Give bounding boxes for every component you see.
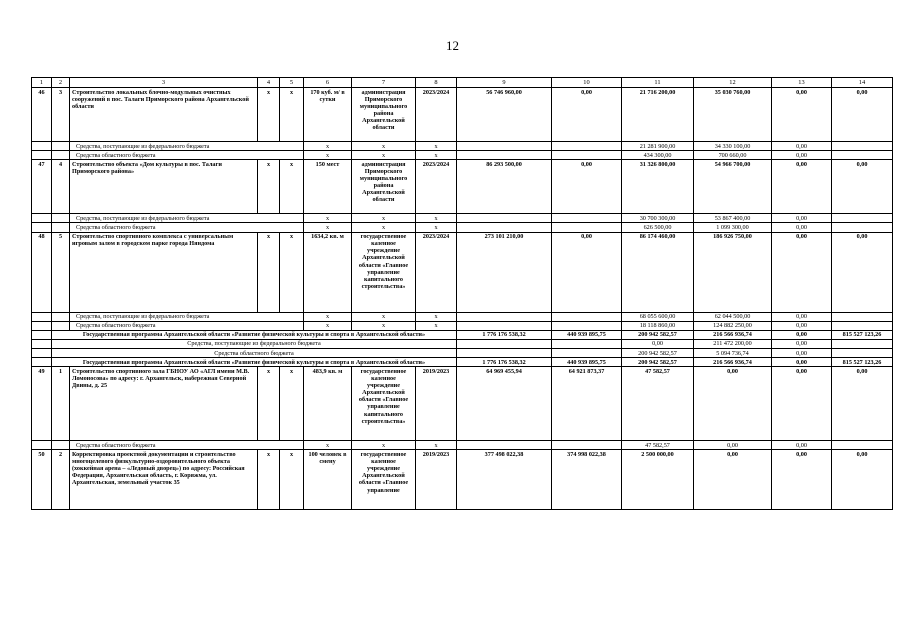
- table-cell: 35 030 760,00: [694, 88, 772, 142]
- table-cell: 0,00: [772, 142, 832, 151]
- table-cell: 0,00: [772, 223, 832, 232]
- table-cell: 1634,2 кв. м: [304, 232, 352, 312]
- table-cell: [457, 214, 552, 223]
- table-cell: х: [352, 321, 416, 330]
- empty-cell: [32, 312, 52, 321]
- table-cell: 0,00: [832, 450, 893, 510]
- table-cell: х: [416, 321, 457, 330]
- program-total-label: Государственная программа Архангельской области «Развитие физической культуры и спорта в Архангельской области»: [52, 330, 457, 339]
- header-cell: 7: [352, 78, 416, 88]
- table-cell: 170 куб. м/ в сутки: [304, 88, 352, 142]
- table-cell: 30 700 300,00: [622, 214, 694, 223]
- table-cell: 124 882 250,00: [694, 321, 772, 330]
- table-cell: х: [280, 450, 304, 510]
- header-cell: 6: [304, 78, 352, 88]
- header-cell: 12: [694, 78, 772, 88]
- table-cell: 0,00: [832, 88, 893, 142]
- table-cell: х: [304, 321, 352, 330]
- header-row: [32, 78, 893, 88]
- table-cell: 374 998 022,38: [552, 450, 622, 510]
- table-row: [32, 232, 893, 312]
- table-cell: 31 326 800,00: [622, 160, 694, 214]
- header-cell: 10: [552, 78, 622, 88]
- header-cell: 5: [280, 78, 304, 88]
- funding-source-label: Средства областного бюджета: [70, 321, 304, 330]
- table-cell: х: [258, 232, 280, 312]
- table-cell: [832, 441, 893, 450]
- funding-source-row: [32, 151, 893, 160]
- table-cell: государственное казенное учреждение Архангельской области «Главное управление капитального строительства»: [352, 367, 416, 441]
- budget-table: [31, 77, 893, 510]
- table-cell: 0,00: [832, 367, 893, 441]
- table-cell: 186 926 750,00: [694, 232, 772, 312]
- table-cell: государственное казенное учреждение Архангельской области «Главное управление капитального строительства»: [352, 232, 416, 312]
- table-cell: 200 942 582,57: [622, 349, 694, 358]
- header-cell: 4: [258, 78, 280, 88]
- table-cell: 211 472 200,00: [694, 339, 772, 348]
- funding-source-row: [32, 214, 893, 223]
- table-cell: [457, 349, 552, 358]
- table-cell: 483,9 кв. м: [304, 367, 352, 441]
- table-cell: 0,00: [694, 450, 772, 510]
- table-cell: Строительство спортивного зала ГБНОУ АО «АГЛ имени М.В. Ломоносова» по адресу: г. Архангельск, набережная Северной Двины, д. 25: [70, 367, 258, 441]
- table-cell: 700 660,00: [694, 151, 772, 160]
- table-cell: 4: [52, 160, 70, 214]
- table-cell: 434 300,00: [622, 151, 694, 160]
- table-cell: [552, 142, 622, 151]
- table-cell: 2: [52, 450, 70, 510]
- table-cell: х: [258, 367, 280, 441]
- table-cell: 3: [52, 88, 70, 142]
- table-cell: 0,00: [552, 160, 622, 214]
- table-cell: 100 человек в смену: [304, 450, 352, 510]
- header-cell: 3: [70, 78, 258, 88]
- empty-cell: [52, 441, 70, 450]
- table-cell: 0,00: [552, 88, 622, 142]
- table-cell: 216 566 936,74: [694, 330, 772, 339]
- table-cell: государственное казенное учреждение Архангельской области «Главное управление: [352, 450, 416, 510]
- empty-cell: [32, 358, 52, 367]
- table-cell: 68 055 600,00: [622, 312, 694, 321]
- table-cell: [552, 349, 622, 358]
- empty-cell: [52, 214, 70, 223]
- table-cell: 86 293 500,00: [457, 160, 552, 214]
- table-cell: [832, 151, 893, 160]
- table-cell: 440 939 895,75: [552, 358, 622, 367]
- table-cell: [552, 339, 622, 348]
- table-cell: 0,00: [772, 214, 832, 223]
- table-cell: х: [304, 151, 352, 160]
- funding-source-label: Средства областного бюджета: [70, 223, 304, 232]
- table-cell: 273 101 210,00: [457, 232, 552, 312]
- table-cell: 0,00: [772, 450, 832, 510]
- funding-source-label: Средства, поступающие из федерального бюджета: [70, 214, 304, 223]
- table-cell: х: [352, 441, 416, 450]
- table-cell: х: [280, 88, 304, 142]
- header-cell: 8: [416, 78, 457, 88]
- table-cell: 0,00: [552, 232, 622, 312]
- table-cell: [832, 214, 893, 223]
- table-cell: Строительство объекта «Дом культуры в пос. Талаги Приморского района»: [70, 160, 258, 214]
- empty-cell: [32, 441, 52, 450]
- header-cell: 9: [457, 78, 552, 88]
- table-cell: х: [352, 223, 416, 232]
- empty-cell: [52, 142, 70, 151]
- empty-cell: [32, 223, 52, 232]
- table-cell: 1: [52, 367, 70, 441]
- header-cell: 13: [772, 78, 832, 88]
- table-row: [32, 160, 893, 214]
- table-cell: х: [352, 312, 416, 321]
- empty-cell: [32, 349, 52, 358]
- table-cell: администрация Приморского муниципального района Архангельской области: [352, 160, 416, 214]
- page-number: 12: [446, 38, 459, 53]
- table-cell: х: [416, 441, 457, 450]
- table-cell: [552, 312, 622, 321]
- table-cell: 0,00: [772, 339, 832, 348]
- table-cell: 216 566 936,74: [694, 358, 772, 367]
- table-cell: 64 969 455,94: [457, 367, 552, 441]
- table-cell: 2019/2023: [416, 450, 457, 510]
- table-cell: х: [280, 367, 304, 441]
- empty-cell: [32, 321, 52, 330]
- table-cell: 47: [32, 160, 52, 214]
- table-cell: 2023/2024: [416, 160, 457, 214]
- program-total-row: [32, 330, 893, 339]
- table-cell: 0,00: [622, 339, 694, 348]
- table-cell: х: [280, 232, 304, 312]
- table-cell: [552, 214, 622, 223]
- table-cell: х: [416, 142, 457, 151]
- table-cell: х: [258, 450, 280, 510]
- table-cell: х: [258, 88, 280, 142]
- program-funding-label: Средства, поступающие из федерального бюджета: [52, 339, 457, 348]
- empty-cell: [52, 151, 70, 160]
- table-cell: [552, 441, 622, 450]
- table-cell: х: [352, 142, 416, 151]
- funding-source-label: Средства, поступающие из федерального бюджета: [70, 142, 304, 151]
- table-cell: 54 966 700,00: [694, 160, 772, 214]
- empty-cell: [32, 330, 52, 339]
- funding-source-row: [32, 312, 893, 321]
- empty-cell: [52, 223, 70, 232]
- program-funding-label: Средства областного бюджета: [52, 349, 457, 358]
- table-cell: 0,00: [772, 88, 832, 142]
- table-cell: 0,00: [772, 441, 832, 450]
- funding-source-row: [32, 142, 893, 151]
- empty-cell: [32, 339, 52, 348]
- table-cell: 200 942 582,57: [622, 358, 694, 367]
- table-cell: х: [352, 214, 416, 223]
- table-cell: [832, 223, 893, 232]
- table-cell: 377 498 022,38: [457, 450, 552, 510]
- table-cell: администрация Приморского муниципального района Архангельской области: [352, 88, 416, 142]
- table-cell: 64 921 873,37: [552, 367, 622, 441]
- table-cell: 34 330 100,00: [694, 142, 772, 151]
- empty-cell: [32, 151, 52, 160]
- table-cell: 62 044 500,00: [694, 312, 772, 321]
- table-cell: 21 716 200,00: [622, 88, 694, 142]
- funding-source-row: [32, 321, 893, 330]
- table-cell: Строительство спортивного комплекса с универсальным игровым залом в городском парке города Няндома: [70, 232, 258, 312]
- table-cell: х: [304, 312, 352, 321]
- table-cell: 2 500 000,00: [622, 450, 694, 510]
- funding-source-label: Средства областного бюджета: [70, 441, 304, 450]
- table-cell: [832, 349, 893, 358]
- table-cell: [832, 321, 893, 330]
- table-cell: х: [416, 151, 457, 160]
- table-cell: 86 174 460,00: [622, 232, 694, 312]
- empty-cell: [32, 142, 52, 151]
- table-cell: 815 527 123,26: [832, 358, 893, 367]
- table-cell: 0,00: [772, 312, 832, 321]
- table-cell: Строительство локальных блочно-модульных очистных сооружений в пос. Талаги Приморского района Архангельской области: [70, 88, 258, 142]
- table-cell: 0,00: [694, 367, 772, 441]
- table-cell: 0,00: [772, 232, 832, 312]
- table-cell: 0,00: [772, 321, 832, 330]
- table-cell: 46: [32, 88, 52, 142]
- table-cell: 18 118 860,00: [622, 321, 694, 330]
- table-cell: 5 094 736,74: [694, 349, 772, 358]
- table-cell: 2023/2024: [416, 232, 457, 312]
- table-cell: Корректировка проектной документации и строительство многоцелевого физкультурно-оздоровительного объекта (хоккейная арена – «Ледовый дворец») по адресу: Российская Федерация, Архангельская область, г. Коряжма, ул. Архангельская, земельный участок 35: [70, 450, 258, 510]
- table-cell: х: [304, 441, 352, 450]
- empty-cell: [52, 312, 70, 321]
- table-cell: [457, 142, 552, 151]
- table-cell: х: [304, 142, 352, 151]
- table-cell: [457, 339, 552, 348]
- header-cell: 14: [832, 78, 893, 88]
- table-cell: 0,00: [694, 441, 772, 450]
- table-cell: [457, 441, 552, 450]
- table-cell: [457, 312, 552, 321]
- table-cell: 0,00: [772, 330, 832, 339]
- table-cell: 0,00: [772, 151, 832, 160]
- table-cell: 0,00: [832, 232, 893, 312]
- table-cell: 53 867 400,00: [694, 214, 772, 223]
- table-row: [32, 88, 893, 142]
- table-cell: 626 500,00: [622, 223, 694, 232]
- table-cell: 1 776 176 538,32: [457, 358, 552, 367]
- table-cell: [552, 151, 622, 160]
- table-cell: 1 099 300,00: [694, 223, 772, 232]
- table-cell: х: [416, 214, 457, 223]
- header-cell: 11: [622, 78, 694, 88]
- table-cell: 21 281 900,00: [622, 142, 694, 151]
- table-cell: х: [258, 160, 280, 214]
- program-total-label: Государственная программа Архангельской области «Развитие физической культуры и спорта в Архангельской области»: [52, 358, 457, 367]
- table-cell: х: [280, 160, 304, 214]
- program-funding-row: [32, 339, 893, 348]
- funding-source-label: Средства, поступающие из федерального бюджета: [70, 312, 304, 321]
- table-cell: х: [304, 214, 352, 223]
- table-cell: [832, 142, 893, 151]
- empty-cell: [32, 214, 52, 223]
- table-cell: 440 939 895,75: [552, 330, 622, 339]
- table-cell: [832, 339, 893, 348]
- table-cell: 48: [32, 232, 52, 312]
- table-cell: х: [352, 151, 416, 160]
- header-cell: 1: [32, 78, 52, 88]
- table-cell: 50: [32, 450, 52, 510]
- program-funding-row: [32, 349, 893, 358]
- table-cell: 5: [52, 232, 70, 312]
- table-cell: [457, 321, 552, 330]
- table-cell: 2019/2023: [416, 367, 457, 441]
- table-cell: [552, 223, 622, 232]
- table-cell: х: [304, 223, 352, 232]
- empty-cell: [52, 321, 70, 330]
- table-cell: 200 942 582,57: [622, 330, 694, 339]
- header-cell: 2: [52, 78, 70, 88]
- table-cell: 47 582,57: [622, 441, 694, 450]
- funding-source-label: Средства областного бюджета: [70, 151, 304, 160]
- table-row: [32, 450, 893, 510]
- table-cell: 1 776 176 538,32: [457, 330, 552, 339]
- table-cell: 2023/2024: [416, 88, 457, 142]
- program-total-row: [32, 358, 893, 367]
- table-cell: 49: [32, 367, 52, 441]
- table-cell: 56 746 960,00: [457, 88, 552, 142]
- table-cell: [552, 321, 622, 330]
- table-row: [32, 367, 893, 441]
- table-cell: 815 527 123,26: [832, 330, 893, 339]
- table-cell: х: [416, 312, 457, 321]
- table-cell: 0,00: [772, 349, 832, 358]
- table-cell: 150 мест: [304, 160, 352, 214]
- table-cell: х: [416, 223, 457, 232]
- funding-source-row: [32, 223, 893, 232]
- funding-source-row: [32, 441, 893, 450]
- table-cell: 0,00: [832, 160, 893, 214]
- table-cell: 0,00: [772, 160, 832, 214]
- table-cell: [457, 151, 552, 160]
- table-cell: 47 582,57: [622, 367, 694, 441]
- table-cell: 0,00: [772, 358, 832, 367]
- table-cell: 0,00: [772, 367, 832, 441]
- table-cell: [457, 223, 552, 232]
- table-cell: [832, 312, 893, 321]
